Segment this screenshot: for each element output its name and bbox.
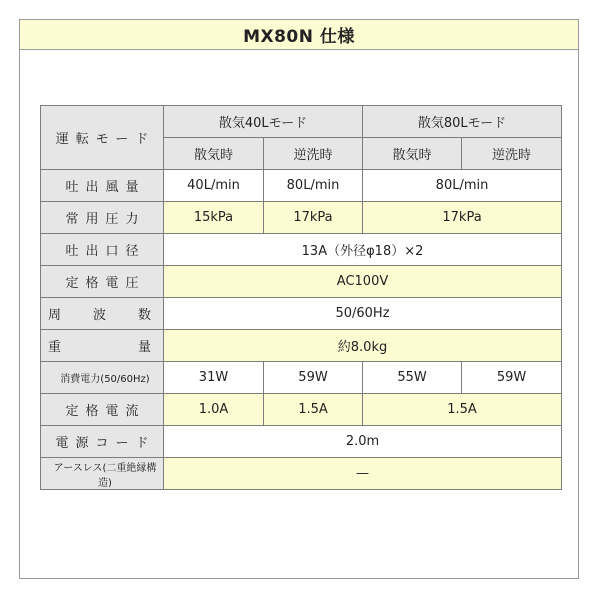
table-cell: 1.0A: [164, 394, 264, 426]
table-row: [41, 202, 562, 234]
row-label-air-volume: 吐出風量: [41, 170, 164, 202]
subheader-cell: 逆洗時: [264, 138, 363, 170]
table-row: [41, 330, 562, 362]
table-cell: 1.5A: [363, 394, 562, 426]
spec-table: [40, 105, 562, 490]
table-row: [41, 298, 562, 330]
table-cell: 17kPa: [363, 202, 562, 234]
row-label-weight: [41, 330, 164, 362]
row-label-current: 定格電流: [41, 394, 164, 426]
header-row-label: 運転モード: [41, 106, 164, 170]
table-row: [41, 266, 562, 298]
table-cell: 約8.0kg: [164, 330, 562, 362]
header-mode-80: 散気80Lモード: [363, 106, 562, 138]
table-header-row: [41, 106, 562, 138]
row-label-cord: 電源コード: [41, 426, 164, 458]
row-label-outlet: 吐出口径: [41, 234, 164, 266]
table-row: [41, 170, 562, 202]
subheader-cell: 散気時: [363, 138, 462, 170]
spec-sheet-frame: [19, 19, 579, 579]
table-cell: 50/60Hz: [164, 298, 562, 330]
row-label-frequency: [41, 298, 164, 330]
table-cell: 55W: [363, 362, 462, 394]
table-cell: 2.0m: [164, 426, 562, 458]
label-char: 量: [137, 340, 151, 355]
table-cell: 31W: [164, 362, 264, 394]
table-cell: 13A（外径φ18）×2: [164, 234, 562, 266]
table-cell: 40L/min: [164, 170, 264, 202]
page-title: MX80N 仕様: [20, 20, 578, 50]
row-label-frequency-text: [48, 304, 163, 323]
row-label-voltage: 定格電圧: [41, 266, 164, 298]
label-char: 周: [48, 308, 62, 323]
row-label-weight-text: [48, 336, 163, 355]
table-cell: 17kPa: [264, 202, 363, 234]
subheader-cell: 逆洗時: [462, 138, 562, 170]
table-row: [41, 458, 562, 490]
table-cell: 80L/min: [264, 170, 363, 202]
table-row: [41, 426, 562, 458]
table-cell: 59W: [462, 362, 562, 394]
table-cell: 80L/min: [363, 170, 562, 202]
label-char: 重: [48, 340, 62, 355]
label-char: 波: [92, 308, 106, 323]
subheader-cell: 散気時: [164, 138, 264, 170]
header-mode-40: 散気40Lモード: [164, 106, 363, 138]
row-label-power: 消費電力(50/60Hz): [41, 362, 164, 394]
table-row: [41, 362, 562, 394]
row-label-earthless: アースレス(二重絶縁構造): [41, 458, 164, 490]
table-cell: 15kPa: [164, 202, 264, 234]
row-label-pressure: 常用圧力: [41, 202, 164, 234]
table-cell: —: [164, 458, 562, 490]
table-cell: 1.5A: [264, 394, 363, 426]
table-row: [41, 234, 562, 266]
label-char: 数: [137, 308, 151, 323]
table-cell: AC100V: [164, 266, 562, 298]
table-row: [41, 394, 562, 426]
table-cell: 59W: [264, 362, 363, 394]
